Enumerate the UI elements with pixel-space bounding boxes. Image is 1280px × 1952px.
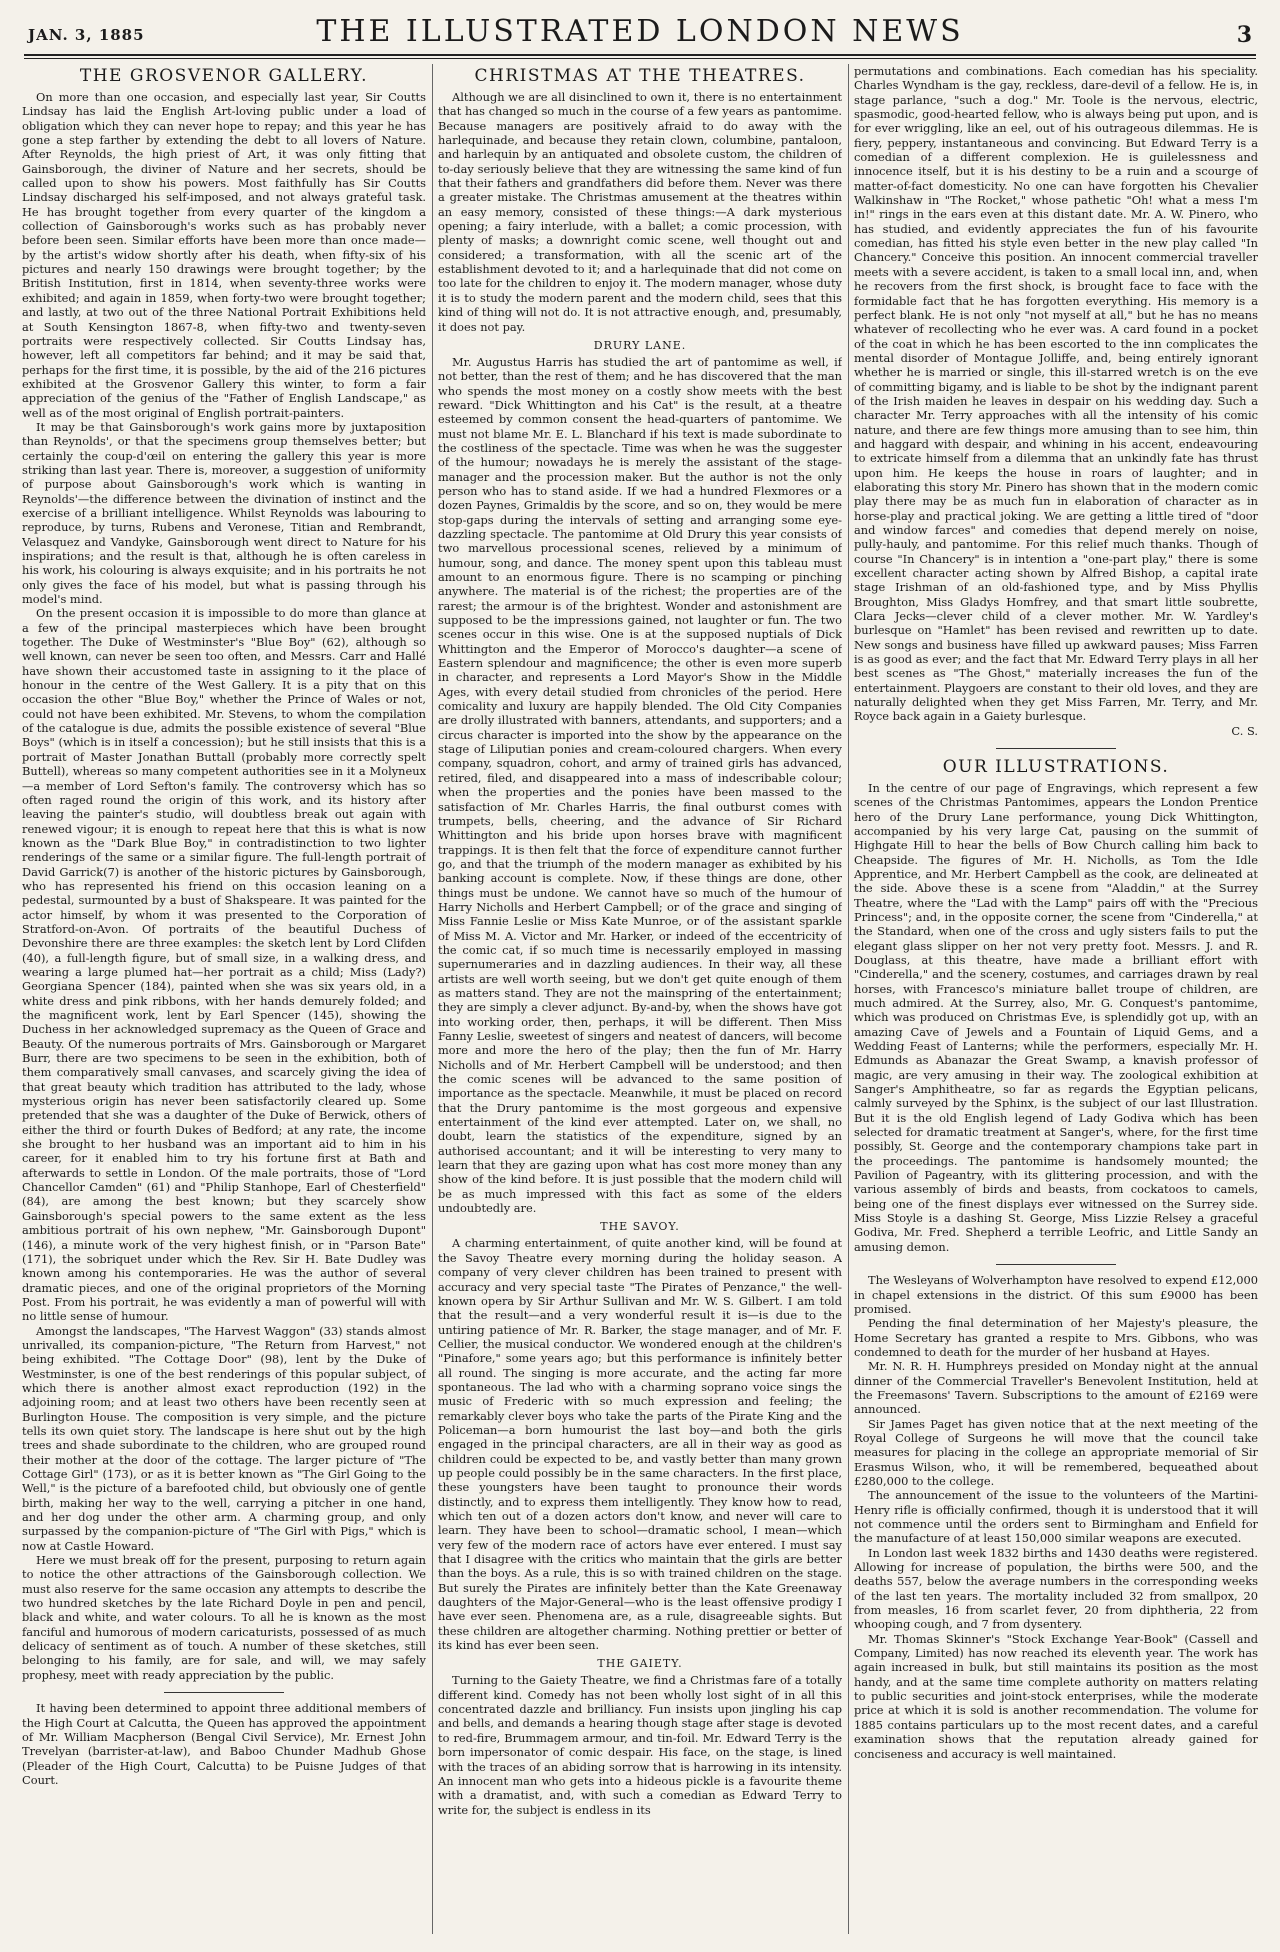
newspaper-title: THE ILLUSTRATED LONDON NEWS	[316, 14, 964, 49]
news-item: Sir James Paget has given notice that at the next meeting of the Royal College of Surgeons he will move that the council take measures for placing in the college an appropriate memorial of Sir Erasmus Wilson, who, it will be remembered, bequeathed about £280,000 to the college.	[854, 1416, 1258, 1488]
news-item: The Wesleyans of Wolverhampton have resolved to expend £12,000 in chapel extensions in the district. Of this sum £9000 has been promised.	[854, 1273, 1258, 1316]
masthead	[24, 10, 1256, 50]
news-item: Pending the final determination of her Majesty's pleasure, the Home Secretary has granted a respite to Mrs. Gibbons, who was condemned to death for the murder of her husband at Hayes.	[854, 1316, 1258, 1359]
grosvenor-paragraph: Here we must break off for the present, purposing to return again to notice the other attractions of the Gainsborough collection. We must also reserve for the same occasion any attempts to describe the two hundred sketches by the late Richard Doyle in pen and pencil, black and white, and water colours. To all he is known as the most fanciful and humorous of modern caricaturists, possessed of as much delicacy of sentiment as of touch. A number of these sketches, still belonging to his family, are for sale, and will, we may safely prophesy, meet with ready appreciation by the public.	[22, 1553, 426, 1682]
savoy-text: A charming entertainment, of quite another kind, will be found at the Savoy Theatre every morning during the holiday season. A company of very clever children has been trained to present with accuracy and very special taste "The Pirates of Penzance," the well-known opera by Sir Arthur Sullivan and Mr. W. S. Gilbert. I am told that the result—and a very wonderful result it is—is due to the untiring patience of Mr. R. Barker, the stage manager, and of Mr. F. Cellier, the musical conductor. We wondered enough at the children's "Pinafore," some years ago; but this performance is infinitely better all round. The singing is more accurate, and the acting far more spontaneous. The lad who with a charming soprano voice sings the music of Frederic with so much expression and feeling; the remarkably clever boys who take the parts of the Pirate King and the Policeman—a born humourist the last boy—and both the girls engaged in the principal characters, are all in their way as good as children could be expected to be, and vastly better than many grown up people could possibly be in the same characters. In the first place, these youngsters have been taught to pronounce their words distinctly, and to express them intelligently. They know how to read, which ten out of a dozen actors don't know, and never will care to learn. They have been to school—dramatic school, I mean—which very few of the modern race of actors have ever entered. I must say that I disagree with the critics who maintain that the girls are better than the boys. As a rule, this is so with trained children on the stage. But surely the Pirates are infinitely better than the Kate Greenaway daughters of the Major-General—who is the least offensive prodigy I have ever seen. Phenomena are, as a rule, disagreeable sights. But these children are altogether charming. Nothing prettier or better of its kind has ever been seen.	[438, 1236, 842, 1653]
page-number: 3	[1236, 22, 1252, 48]
calcutta-notice: It having been determined to appoint three additional members of the High Court at Calcutta, the Queen has approved the appointment of Mr. William Macpherson (Bengal Civil Service), Mr. Ernest John Trevelyan (barrister-at-law), and Baboo Chunder Madhub Ghose (Pleader of the High Court, Calcutta) to be Puisne Judges of that Court.	[22, 1701, 426, 1787]
grosvenor-paragraph: Amongst the landscapes, "The Harvest Waggon" (33) stands almost unrivalled, its companion-picture, "The Return from Harvest," not being exhibited. "The Cottage Door" (98), lent by the Duke of Westminster, is one of the best renderings of this popular subject, of which there is another almost exact reproduction (192) in the adjoining room; and at least two others have been recently seen at Burlington House. The composition is very simple, and the picture tells its own quiet story. The landscape is here shut out by the high trees and shade subordinate to the children, who are grouped round their mother at the door of the cottage. The larger picture of "The Cottage Girl" (173), or as it is better known as "The Girl Going to the Well," is the picture of a barefooted child, but obviously one of gentle birth, making her way to the well, carrying a pitcher in one hand, and her dog under the other arm. A charming group, and only surpassed by the companion-picture of "The Girl with Pigs," which is now at Castle Howard.	[22, 1323, 426, 1553]
christmas-heading: CHRISTMAS AT THE THEATRES.	[474, 66, 806, 86]
news-item: In London last week 1832 births and 1430 deaths were registered. Allowing for increase of population, the births were 500, and the deaths 557, below the average numbers in the corresponding weeks of the last ten years. The mortality included 32 from smallpox, 20 from measles, 16 from scarlet fever, 20 from diphtheria, 22 from whooping cough, and 7 from dysentery.	[854, 1545, 1258, 1632]
masthead-rule	[24, 54, 1256, 56]
illustrations-heading: OUR ILLUSTRATIONS.	[942, 756, 1170, 777]
author-signature: C. S.	[1231, 723, 1258, 738]
column-divider	[848, 64, 849, 1934]
gaiety-heading: THE GAIETY.	[597, 1657, 683, 1671]
news-item: Mr. N. R. H. Humphreys presided on Monday night at the annual dinner of the Commercial Traveller's Benevolent Institution, held at the Freemasons' Tavern. Subscriptions to the amount of £2169 were announced.	[854, 1359, 1258, 1417]
drury-lane-text: Mr. Augustus Harris has studied the art of pantomime as well, if not better, than the rest of them; and he has discovered that the man who spends the most money on a costly show meets with the best reward. "Dick Whittington and his Cat" is the result, at a theatre esteemed by common consent the head-quarters of pantomime. We must not blame Mr. E. L. Blanchard if his text is made subordinate to the costliness of the spectacle. Time was when he was the suggester of the humour; nowadays he is merely the assistant of the stage-manager and the procession maker. But the author is not the only person who has to stand aside. If we had a hundred Flexmores or a dozen Paynes, Grimaldis by the score, and so on, they would be mere stop-gaps during the intervals of setting and arranging some eye-dazzling spectacle. The pantomime at Old Drury this year consists of two marvellous processional scenes, relieved by a minimum of humour, song, and dance. The money spent upon this tableau must amount to an enormous figure. There is no scamping or pinching anywhere. The material is of the richest; the properties are of the rarest; the armour is of the brightest. Wonder and astonishment are supposed to be the impressions gained, not laughter or fun. The two scenes occur in this wise. One is at the supposed nuptials of Dick Whittington and the Emperor of Morocco's daughter—a scene of Eastern splendour and magnificence; the other is even more superb in character, and represents a Lord Mayor's Show in the Middle Ages, with every detail studied from chronicles of the period. Here comicality and luxury are happily blended. The Old City Companies are drolly illustrated with banners, attendants, and supporters; and a circus character is imported into the show by the appearance on the stage of Liliputian ponies and cream-coloured chargers. When every company, squadron, cohort, and army of trained girls has advanced, retired, filed, and disappeared into a mass of indescribable colour; when the properties and the ponies have been massed to the satisfaction of Mr. Charles Harris, the final outburst comes with trumpets, bells, cheering, and the advance of Sir Richard Whittington and his bride upon horses brave with magnificent trappings. It is then felt that the force of expenditure cannot further go, and that the triumph of the modern manager as exhibited by his banking account is complete. Now, if these things are done, other things must be undone. We cannot have so much of the humour of Harry Nicholls and Herbert Campbell; or of the grace and singing of Miss Fannie Leslie or Miss Kate Munroe, or of the assistant sparkle of Miss M. A. Victor and Mr. Harker, or indeed of the eccentricity of the comic cat, if so much time is necessarily employed in massing supernumeraries and in dazzling audiences. In their way, all these artists are well worth seeing, but we don't get quite enough of them as matters stand. They are not the mainspring of the entertainment; they are simply a clever adjunct. By-and-by, when the shows have got into working order, then, perhaps, it will be different. Then Miss Fanny Leslie, sweetest of singers and neatest of dancers, will become more and more the hero of the play; then the fun of Mr. Harry Nicholls and of Mr. Herbert Campbell will be understood; and then the comic scenes will be advanced to the same position of importance as the spectacle. Meanwhile, it must be placed on record that the Drury pantomime is the most gorgeous and expensive entertainment of the kind ever attempted. Later on, we shall, no doubt, learn the statistics of the expenditure, signed by an authorised accountant; and it will be interesting to very many to learn that they are gazing upon what has cost more money than any show of the kind before. It is just possible that the modern child will be as much impressed with this fact as some of the elders undoubtedly are.	[438, 354, 842, 1216]
christmas-intro: Although we are all disinclined to own it, there is no entertainment that has changed so much in the course of a few years as pantomime. Because managers are positively afraid to do away with the harlequinade, and because they retain clown, columbine, pantaloon, and harlequin by an antiquated and obsolete custom, the children of to-day seriously believe that they are witnessing the same kind of fun that their fathers and grandfathers did before them. Never was there a greater mistake. The Christmas amusement at the theatres within an easy memory, consisted of these things:—A dark mysterious opening; a fairy interlude, with a ballet; a comic procession, with plenty of masks; a downright comic scene, well thought out and considered; a transformation, with all the scenic art of the establishment devoted to it; and a harlequinade that did not come on too late for the children to enjoy it. The modern manager, whose duty it is to study the modern parent and the modern child, sees that this kind of thing will not do. It is not attractive enough, and, presumably, it does not pay.	[438, 90, 842, 334]
column-2	[438, 64, 842, 1934]
column-3	[854, 64, 1258, 1934]
column-divider	[432, 64, 433, 1934]
gaiety-text-continued: permutations and combinations. Each comedian has his speciality. Charles Wyndham is the gay, reckless, dare-devil of a fellow. He is, in stage parlance, "such a dog." Mr. Toole is the nervous, electric, spasmodic, good-hearted fellow, who is always being put upon, and is for ever wriggling, like an eel, out of his outrageous dilemmas. He is fiery, peppery, instantaneous and convincing. But Edward Terry is a comedian of a different complexion. He is guilelessness and innocence itself, but it is his destiny to be a ruin and a scourge of matter-of-fact domesticity. No one can have forgotten his Chevalier Walkinshaw in "The Rocket," whose pathetic "Oh! what a mess I'm in!" rings in the ears even at this distant date. Mr. A. W. Pinero, who has studied, and evidently appreciates the fun of his favourite comedian, has fitted his style even better in the new play called "In Chancery." Conceive this position. An innocent commercial traveller meets with a severe accident, is taken to a small local inn, and, when he recovers from the first shock, is brought face to face with the formidable fact that he has forgotten everything. His memory is a perfect blank. He is not only "not myself at all," but he has no means whatever of recollecting who he ever was. A card found in a pocket of the coat in which he has been escorted to the inn complicates the mental disorder of Montague Jolliffe, and, being entirely ignorant whether he is married or single, this ill-starred wretch is on the eve of committing bigamy, and is liable to be shot by the indignant parent of the Irish maiden he leaves in despair on his wedding day. Such a character Mr. Terry approaches with all the intensity of his comic nature, and there are few things more amusing than to see him, thin and haggard with despair, and whining in his accent, endeavouring to extricate himself from a dilemma that an unkindly fate has thrust upon him. He keeps the house in roars of laughter; and in elaborating this story Mr. Pinero has shown that in the modern comic play there may be as much fun in elaboration of character as in horse-play and practical joking. We are getting a little tired of "door and window farces" and comedies that depend merely on noise, pully-hauly, and pantomime. For this relief much thanks. Though of course "In Chancery" is in intention a "one-part play," there is some excellent character acting shown by Alfred Bishop, a capital irate stage Irishman of an old-fashioned type, and by Miss Phyllis Broughton, Miss Gladys Homfrey, and that smart little soubrette, Clara Jecks—clever child of a clever mother. Mr. W. Yardley's burlesque on "Hamlet" has been revised and rewritten up to date. New songs and business have filled up awkward pauses; Miss Farren is as good as ever; and the fact that Mr. Edward Terry plays in all her best scenes as "The Ghost," materially increases the fun of the entertainment. Playgoers are constant to their old loves, and they are naturally delighted when they get Miss Farren, Mr. Terry, and Mr. Royce back again in a Gaiety burlesque.	[854, 64, 1258, 724]
masthead-rule-thin	[24, 58, 1256, 59]
grosvenor-paragraph: On more than one occasion, and especially last year, Sir Coutts Lindsay has laid the English Art-loving public under a load of obligation which they can never hope to repay; and this year he has gone a step farther by extending the debt to all lovers of Nature. After Reynolds, the high priest of Art, it was only fitting that Gainsborough, the diviner of Nature and her secrets, should be called upon to show his powers. Most faithfully has Sir Coutts Lindsay discharged his self-imposed, and not always grateful task. He has brought together from every quarter of the kingdom a collection of Gainsborough's works such as has probably never before been seen. Similar efforts have been more than once made—by the artist's widow shortly after his death, when fifty-six of his pictures and nearly 150 drawings were brought together; by the British Institution, first in 1814, when seventy-three works were exhibited; and again in 1859, when forty-two were brought together; and lastly, at two out of the three National Portrait Exhibitions held at South Kensington 1867-8, when fifty-two and twenty-seven portraits were respectively collected. Sir Coutts Lindsay has, however, left all competitors far behind; and it may be said that, perhaps for the first time, it is possible, by the aid of the 216 pictures exhibited at the Grosvenor Gallery this winter, to form a fair appreciation of the genius of the "Father of English Landscape," as well as of the most original of English portrait-painters.	[22, 90, 426, 420]
grosvenor-paragraph: On the present occasion it is impossible to do more than glance at a few of the principal masterpieces which have been brought together. The Duke of Westminster's "Blue Boy" (62), although so well known, can never be seen too often, and Messrs. Carr and Hallé have shown their accustomed taste in assigning to it the place of honour in the centre of the West Gallery. It is a pity that on this occasion the other "Blue Boy," whether the Prince of Wales or not, could not have been exhibited. Mr. Stevens, to whom the compilation of the catalogue is due, admits the possible existence of several "Blue Boys" (which is in itself a concession); but he still insists that this is a portrait of Master Jonathan Buttall (probably more correctly spelt Buttell), whereas so many competent authorities see in it a Molyneux—a member of Lord Sefton's family. The controversy which has so often raged round the origin of this work, and its history after leaving the painter's studio, will doubtless break out again with renewed vigour; it is enough to repeat here that this is what is now known as the "Dark Blue Boy," in contradistinction to two lighter renderings of the same or a similar figure. The full-length portrait of David Garrick(7) is another of the historic pictures by Gainsborough, who has represented his friend on this occasion leaning on a pedestal, surmounted by a bust of Shakspeare. It was painted for the actor himself, by whom it was presented to the Corporation of Stratford-on-Avon. Of portraits of the beautiful Duchess of Devonshire there are three examples: the sketch lent by Lord Clifden (40), a full-length figure, but of small size, in a walking dress, and wearing a large plumed hat—her portrait as a child; Miss (Lady?) Georgiana Spencer (184), painted when she was six years old, in a white dress and pink ribbons, with her hands demurely folded; and the magnificent work, lent by Earl Spencer (145), showing the Duchess in her acknowledged supremacy as the Queen of Grace and Beauty. Of the numerous portraits of Mrs. Gainsborough or Margaret Burr, there are two specimens to be seen in the exhibition, both of them comparatively small canvases, and scarcely giving the idea of that great beauty which tradition has attributed to the lady, whose mysterious origin has never been satisfactorily cleared up. Some pretended that she was a daughter of the Duke of Berwick, others of either the third or fourth Dukes of Bedford; at any rate, the income she brought to her husband was an important aid to him in his career, for it enabled him to try his fortune first at Bath and afterwards to settle in London. Of the male portraits, those of "Lord Chancellor Camden" (61) and "Philip Stanhope, Earl of Chesterfield" (84), are among the best known; but they scarcely show Gainsborough's special powers to the same extent as the less ambitious portrait of his own nephew, "Mr. Gainsborough Dupont" (146), a minute work of the very highest finish, or in "Parson Bate" (171), the sobriquet under which the Rev. Sir H. Bate Dudley was known among his contemporaries. He was the author of several dramatic pieces, and one of the original proprietors of the Morning Post. From his portrait, he was evidently a man of powerful will with no little sense of humour.	[22, 606, 426, 1324]
section-separator	[996, 1264, 1116, 1265]
section-separator	[996, 748, 1116, 749]
issue-date: JAN. 3, 1885	[28, 26, 145, 44]
gaiety-text: Turning to the Gaiety Theatre, we find a Christmas fare of a totally different kind. Comedy has not been wholly lost sight of in all this concentrated dazzle and brilliancy. Fun insists upon jingling his cap and bells, and demands a hearing though stage after stage is devoted to red-fire, Brummagem armour, and tin-foil. Mr. Edward Terry is the born impersonator of comic despair. His face, on the stage, is lined with the traces of an abiding sorrow that is harrowing in its intensity. An innocent man who gets into a hideous pickle is a favourite theme with a dramatist, and, with such a comedian as Edward Terry to write for, the subject is endless in its	[438, 1673, 842, 1817]
column-1	[22, 64, 426, 1934]
grosvenor-paragraph: It may be that Gainsborough's work gains more by juxtaposition than Reynolds', or that the specimens group themselves better; but certainly the coup-d'œil on entering the gallery this year is more striking than last year. There is, moreover, a suggestion of uniformity of purpose about Gainsborough's work which is wanting in Reynolds'—the difference between the divination of instinct and the exercise of a brilliant intelligence. Whilst Reynolds was labouring to reproduce, by turns, Rubens and Veronese, Titian and Rembrandt, Velasquez and Vandyke, Gainsborough went direct to Nature for his inspirations; and the result is that, although he is often careless in his work, his colouring is always exquisite; and in his portraits he not only gives the face of his model, but what is passing through his model's mind.	[22, 419, 426, 607]
illustrations-text: In the centre of our page of Engravings, which represent a few scenes of the Christmas Pantomimes, appears the London Prentice hero of the Drury Lane performance, young Dick Whittington, accompanied by his very large Cat, pausing on the summit of Highgate Hill to hear the bells of Bow Church calling him back to Cheapside. The figures of Mr. H. Nicholls, as Tom the Idle Apprentice, and Mr. Herbert Campbell as the cook, are delineated at the side. Above these is a scene from "Aladdin," at the Surrey Theatre, where the "Lad with the Lamp" pairs off with the "Precious Princess"; and, in the opposite corner, the scene from "Cinderella," at the Standard, when one of the cross and ugly sisters fails to put the elegant glass slipper on her not very pretty foot. Messrs. J. and R. Douglass, at this theatre, have made a brilliant effort with "Cinderella," and the scenery, costumes, and carriages drawn by real horses, with Francesco's miniature ballet troupe of children, are much admired. At the Surrey, also, Mr. G. Conquest's pantomime, which was produced on Christmas Eve, is splendidly got up, with an amazing Cave of Jewels and a Fountain of Liquid Gems, and a Wedding Feast of Lanterns; while the performers, especially Mr. H. Edmunds as Abanazar the Great Swamp, a knavish professor of magic, are very amusing in their way. The zoological exhibition at Sanger's Amphitheatre, so far as regards the Egyptian pelicans, calmly surveyed by the Sphinx, is the subject of our last Illustration. But it is the old English legend of Lady Godiva which has been selected for dramatic treatment at Sanger's, where, for the first time possibly, St. George and the contemporary champions take part in the proceedings. The pantomime is handsomely mounted; the Pavilion of Pageantry, with its glittering procession, and with the various assembly of birds and beasts, from cockatoos to camels, being one of the finest displays ever witnessed on the Surrey side. Miss Stoyle is a dashing St. George, Miss Lizzie Relsey a graceful Godiva, Mr. Fred. Shepherd a terrible Leofric, and Little Sandy an amusing demon.	[854, 780, 1258, 1254]
savoy-heading: THE SAVOY.	[600, 1220, 680, 1234]
section-separator	[164, 1692, 284, 1693]
news-item: Mr. Thomas Skinner's "Stock Exchange Year-Book" (Cassell and Company, Limited) has now reached its eleventh year. The work has again increased in bulk, but still maintains its position as the most handy, and at the same time complete authority on matters relating to public securities and joint-stock enterprises, while the moderate price at which it is sold is another recommendation. The volume for 1885 contains particulars up to the most recent dates, and a careful examination shows that the reputation already gained for conciseness and accuracy is well maintained.	[854, 1631, 1258, 1761]
grosvenor-heading: THE GROSVENOR GALLERY.	[79, 66, 369, 86]
news-item: The announcement of the issue to the volunteers of the Martini-Henry rifle is officially confirmed, though it is understood that it will not commence until the orders sent to Birmingham and Enfield for the manufacture of at least 150,000 similar weapons are executed.	[854, 1488, 1258, 1546]
drury-lane-heading: DRURY LANE.	[593, 338, 687, 352]
